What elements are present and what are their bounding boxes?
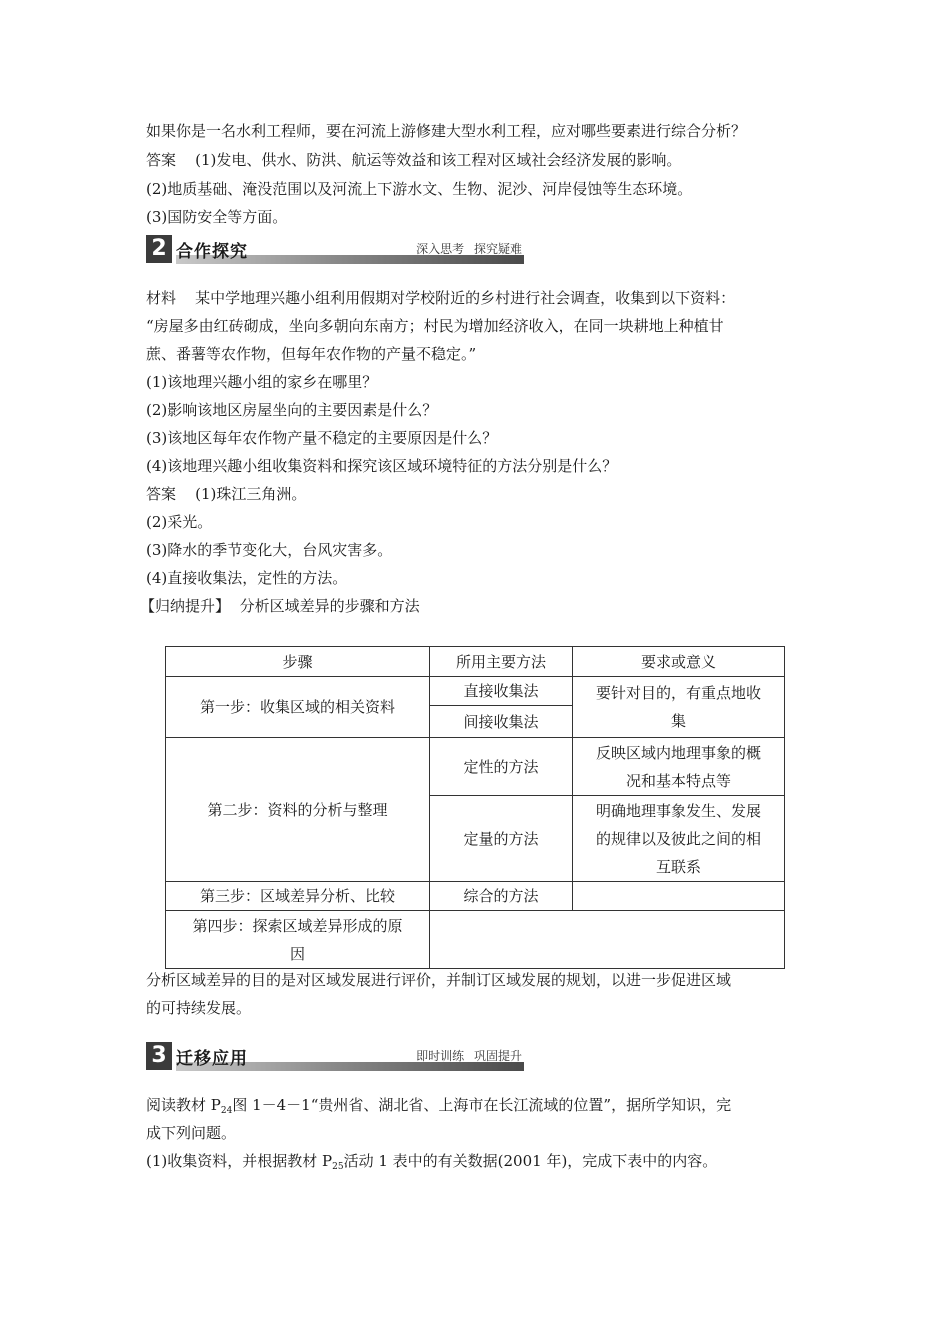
material-label: 材料	[146, 289, 177, 307]
page-subscript: 24	[220, 1106, 233, 1116]
table-row	[166, 911, 785, 969]
quote-line-2: 蔗、番薯等农作物，但每年农作物的产量不稳定。”	[146, 345, 477, 363]
task-line: (1)收集资料，并根据教材 $P_{25}$活动 1 表中的有关数据(2001 年)，完成下表中的内容。	[146, 1152, 718, 1172]
meaning-cell	[573, 882, 785, 911]
intro-question: 如果你是一名水利工程师，要在河流上游修建大型水利工程，应对哪些要素进行综合分析？	[146, 122, 747, 140]
meaning-cell: 反映区域内地理事象的概 况和基本特点等	[573, 738, 785, 796]
question-1: (1)该地理兴趣小组的家乡在哪里？	[146, 373, 378, 391]
answer-3: (3)降水的季节变化大，台风灾害多。	[146, 541, 393, 559]
method-cell: 直接收集法	[430, 677, 573, 706]
section-number: 3	[146, 1042, 172, 1070]
summary-title: 分析区域差异的步骤和方法	[239, 597, 420, 615]
answer-text: (1)发电、供水、防洪、航运等效益和该工程对区域社会经济发展的影响。	[195, 151, 682, 169]
question-2: (2)影响该地区房屋坐向的主要因素是什么？	[146, 401, 438, 419]
material-line	[146, 288, 735, 308]
method-cell: 定量的方法	[430, 796, 573, 882]
intro-answer-1	[146, 150, 681, 170]
answer-label: 答案	[146, 485, 177, 503]
section-2-header	[146, 235, 524, 265]
step-cell: 第四步：探索区域差异形成的原 因	[166, 911, 430, 969]
header-cell: 所用主要方法	[430, 647, 573, 677]
step-cell: 第一步：收集区域的相关资料	[166, 677, 430, 738]
section-3-header	[146, 1042, 524, 1072]
section-number: 2	[146, 235, 172, 263]
section-subtitle: 深入思考 探究疑难	[416, 242, 522, 256]
answer-label: 答案	[146, 151, 177, 169]
method-cell: 综合的方法	[430, 882, 573, 911]
page-subscript: 25	[332, 1162, 344, 1172]
method-cell: 定性的方法	[430, 738, 573, 796]
table-row	[166, 677, 785, 706]
section-title: 合作探究	[176, 242, 248, 262]
conclusion-line-1: 分析区域差异的目的是对区域发展进行评价，并制订区域发展的规划，以进一步促进区域	[146, 971, 732, 989]
summary-heading	[140, 596, 420, 616]
meaning-cell: 要针对目的，有重点地收 集	[573, 677, 785, 738]
method-cell: 间接收集法	[430, 706, 573, 738]
step-cell: 第二步：资料的分析与整理	[166, 738, 430, 882]
header-cell: 步骤	[166, 647, 430, 677]
answer-text: (1)珠江三角洲。	[195, 485, 307, 503]
meaning-cell: 明确地理事象发生、发展 的规律以及彼此之间的相 互联系	[573, 796, 785, 882]
read-line-2: 成下列问题。	[146, 1124, 237, 1142]
steps-table	[165, 646, 785, 969]
section-title: 迁移应用	[176, 1049, 248, 1069]
step-cell: 第三步：区域差异分析、比较	[166, 882, 430, 911]
question-3: (3)该地区每年农作物产量不稳定的主要原因是什么？	[146, 429, 498, 447]
material-text: 某中学地理兴趣小组利用假期对学校附近的乡村进行社会调查，收集到以下资料：	[195, 289, 736, 307]
answer-4: (4)直接收集法，定性的方法。	[146, 569, 348, 587]
header-cell: 要求或意义	[573, 647, 785, 677]
method-cell	[430, 911, 785, 969]
answer-1	[146, 484, 306, 504]
table-row	[166, 882, 785, 911]
answer-2: (2)采光。	[146, 513, 213, 531]
section-subtitle: 即时训练 巩固提升	[416, 1049, 522, 1063]
conclusion-line-2: 的可持续发展。	[146, 999, 252, 1017]
quote-line-1: “房屋多由红砖砌成，坐向多朝向东南方；村民为增加经济收入，在同一块耕地上种植甘	[146, 317, 724, 335]
intro-answer-3: (3)国防安全等方面。	[146, 208, 288, 226]
intro-answer-2: (2)地质基础、淹没范围以及河流上下游水文、生物、泥沙、河岸侵蚀等生态环境。	[146, 180, 693, 198]
summary-label: 【归纳提升】	[140, 597, 231, 615]
question-4: (4)该地理兴趣小组收集资料和探究该区域环境特征的方法分别是什么？	[146, 457, 618, 475]
table-row	[166, 738, 785, 796]
read-line-1: 阅读教材 $P_{24}$图 1－4－1“贵州省、湖北省、上海市在长江流域的位置”，据所学知识，完	[146, 1096, 732, 1116]
table-header-row	[166, 647, 785, 677]
